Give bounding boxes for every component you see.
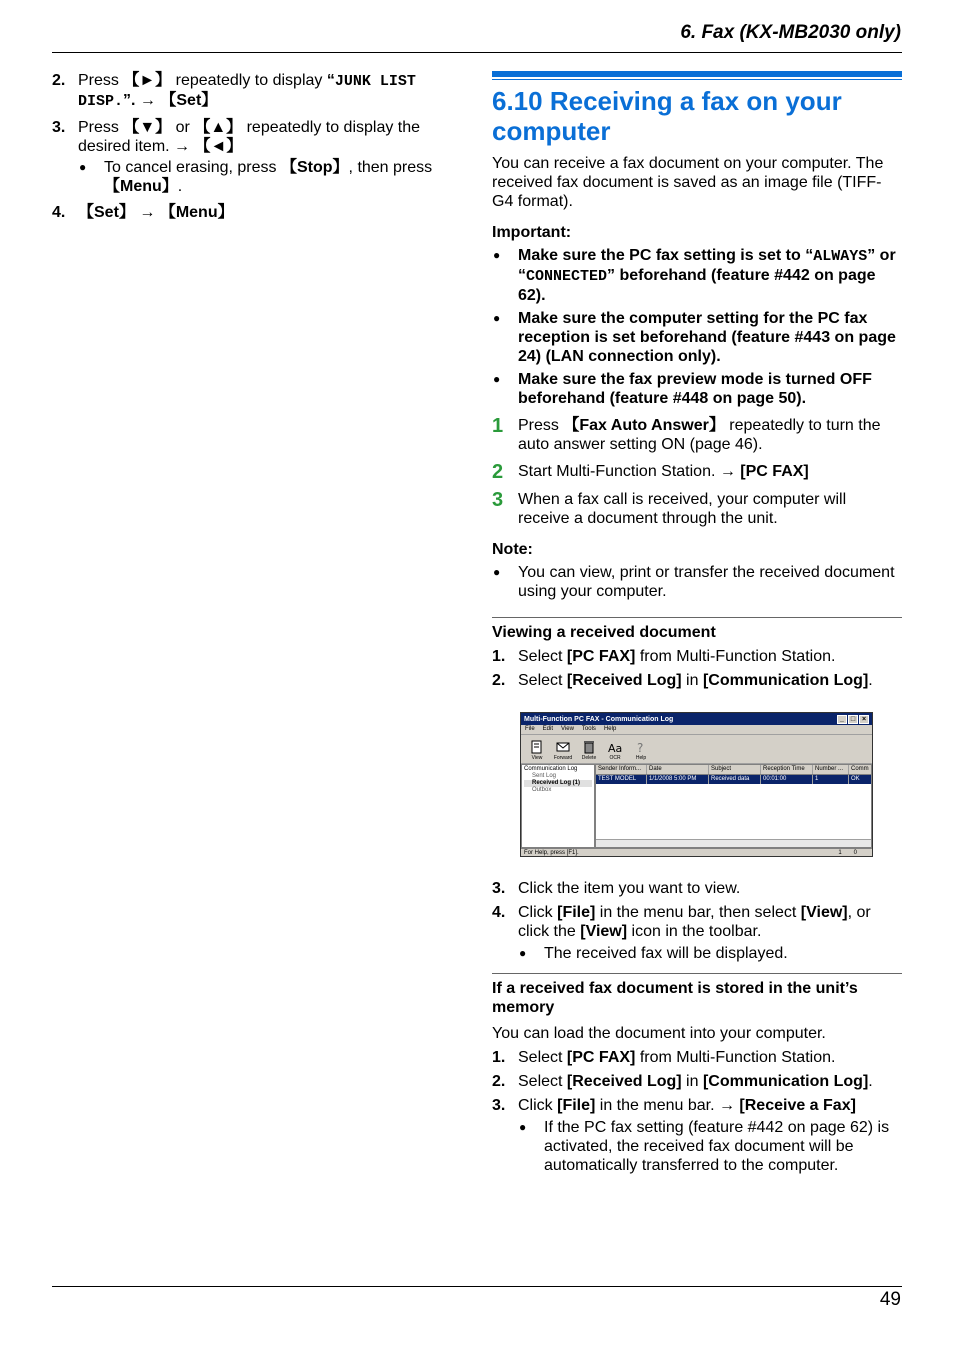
left-column <box>52 71 452 229</box>
big-step-2: 2 Start Multi-Function Station. → [PC FAX] <box>492 461 809 483</box>
toolbar-ocr: Aa OCR <box>608 742 622 761</box>
pcfax-window-screenshot <box>520 712 873 857</box>
big-step-1: 1 Press 【Fax Auto Answer】 repeatedly to turn the auto answer setting ON (page 46). <box>492 415 881 453</box>
tree-root: Communication Log <box>524 766 578 772</box>
step-number: 2. <box>52 72 66 89</box>
menu-file: File <box>525 726 535 732</box>
section-title: 6.10 Receiving a fax on your computer <box>492 86 842 146</box>
cell: TEST MODEL <box>596 775 647 784</box>
section-bar <box>492 71 902 77</box>
tree-pane <box>521 764 595 848</box>
column-header: Date <box>647 765 709 774</box>
horizontal-scrollbar <box>596 839 871 847</box>
important-bullet-3: ● Make sure the fax preview mode is turned OFF beforehand (feature #448 on page 50). <box>493 371 872 407</box>
viewing-heading: Viewing a received document <box>492 624 716 641</box>
column-header: Sender Inform... <box>596 765 647 774</box>
column-header: Subject <box>709 765 761 774</box>
svg-text:?: ? <box>637 741 644 754</box>
trash-icon <box>582 740 596 754</box>
window-title: Multi-Function PC FAX - Communication Log <box>524 715 674 723</box>
memory-intro: You can load the document into your computer. <box>492 1025 826 1042</box>
step-number: 3. <box>52 119 66 136</box>
ocr-icon <box>608 740 622 754</box>
menu-edit: Edit <box>542 726 554 732</box>
header-title: 6. Fax (KX-MB2030 only) <box>680 22 901 43</box>
menu-view: View <box>561 726 574 732</box>
cell: 1/1/2008 5:00 PM <box>647 775 709 784</box>
status-text: For Help, press [F1]. <box>524 850 579 856</box>
forward-icon <box>556 740 570 754</box>
right-column <box>492 71 902 1175</box>
intro-paragraph: You can receive a fax document on your computer. The received fax document is saved as an image file (TIFF-G4 format). <box>492 155 884 210</box>
bullet-item: ● To cancel erasing, press 【Stop】, then press 【Menu】. <box>79 159 433 195</box>
note-bullet: ● You can view, print or transfer the received document using your computer. <box>493 564 895 600</box>
memory-step-1: 1. Select [PC FAX] from Multi-Function Station. <box>492 1049 836 1066</box>
step-2 <box>52 71 452 111</box>
memory-step-2: 2. Select [Received Log] in [Communication Log]. <box>492 1073 873 1090</box>
step-4 <box>52 203 452 222</box>
note-label: Note: <box>492 541 533 558</box>
viewing-step-3: 3. Click the item you want to view. <box>492 880 741 897</box>
big-step-3: 3 When a fax call is received, your computer will receive a document through the unit. <box>492 489 847 527</box>
cell: 1 <box>813 775 849 784</box>
divider <box>492 973 902 974</box>
toolbar-view: View <box>525 737 549 762</box>
close-icon: × <box>859 715 869 724</box>
column-header: Reception Time <box>761 765 813 774</box>
cell: Received data <box>709 775 761 784</box>
list-pane <box>595 764 872 848</box>
section-subbar <box>492 79 902 80</box>
step-text: Press 【▼】 or 【▲】 repeatedly to display the desired item. → 【◄】 ● To cancel erasing, press 【Stop】, then press 【Menu】. <box>78 118 452 196</box>
window-toolbar <box>521 735 872 764</box>
list-row <box>596 775 871 784</box>
divider <box>492 617 902 618</box>
column-header: Comm <box>851 766 869 772</box>
toolbar-forward: Forward <box>551 737 575 762</box>
window-titlebar <box>521 713 872 725</box>
help-icon <box>634 740 648 754</box>
tree-item-received-log: Received Log (1) <box>524 780 592 787</box>
status-bar <box>521 848 872 857</box>
page-number: 49 <box>879 1289 901 1310</box>
memory-step-3: 3. Click [File] in the menu bar. → [Receive a Fax] <box>492 1097 856 1114</box>
viewing-step-2: 2. Select [Received Log] in [Communication Log]. <box>492 672 873 689</box>
important-bullet-2: ● Make sure the computer setting for the PC fax reception is set beforehand (feature #443 on page 24) (LAN connection only). <box>493 310 896 365</box>
step-text: 【Set】 → 【Menu】 <box>78 204 234 221</box>
menu-help: Help <box>603 726 617 732</box>
memory-heading: If a received fax document is stored in the unit’s memory <box>492 980 858 1016</box>
view-icon <box>530 740 544 754</box>
important-bullet-1: ● Make sure the PC fax setting is set to “ALWAYS” or “CONNECTED” beforehand (feature #442 on page 62). <box>493 247 896 304</box>
svg-text:Aa: Aa <box>608 742 622 754</box>
window-main <box>521 764 872 848</box>
minimize-icon: _ <box>837 715 847 724</box>
viewing-step-4: 4. Click [File] in the menu bar, then select [View], or click the [View] icon in the toolbar. <box>492 904 871 940</box>
window-menubar <box>521 725 872 735</box>
column-header: Number ... <box>813 765 849 774</box>
tree-item-outbox: Outbox <box>532 787 552 793</box>
toolbar-delete: Delete <box>577 737 601 762</box>
important-label: Important: <box>492 224 572 241</box>
step-3 <box>52 118 452 196</box>
header-rule <box>52 52 902 53</box>
viewing-step-1: 1. Select [PC FAX] from Multi-Function Station. <box>492 648 836 665</box>
maximize-icon: □ <box>848 715 858 724</box>
memory-bullet: ● If the PC fax setting (feature #442 on page 62) is activated, the received fax document will be automatically transferred to the computer. <box>519 1119 890 1174</box>
cell: 00:01:00 <box>761 775 813 784</box>
tree-item-sent-log: Sent Log <box>532 773 557 779</box>
toolbar-help: ? Help <box>635 741 647 761</box>
footer-rule <box>52 1286 902 1287</box>
menu-tools: Tools <box>581 726 596 732</box>
list-header <box>596 765 871 775</box>
cell: OK <box>851 776 860 782</box>
viewing-bullet: ● The received fax will be displayed. <box>519 945 788 962</box>
status-count-1: 1 <box>838 850 842 856</box>
status-count-2: 0 <box>853 850 857 856</box>
step-number: 4. <box>52 204 66 221</box>
step-text: Press 【►】 repeatedly to display “JUNK LIST DISP.”. → 【Set】 <box>78 72 416 110</box>
